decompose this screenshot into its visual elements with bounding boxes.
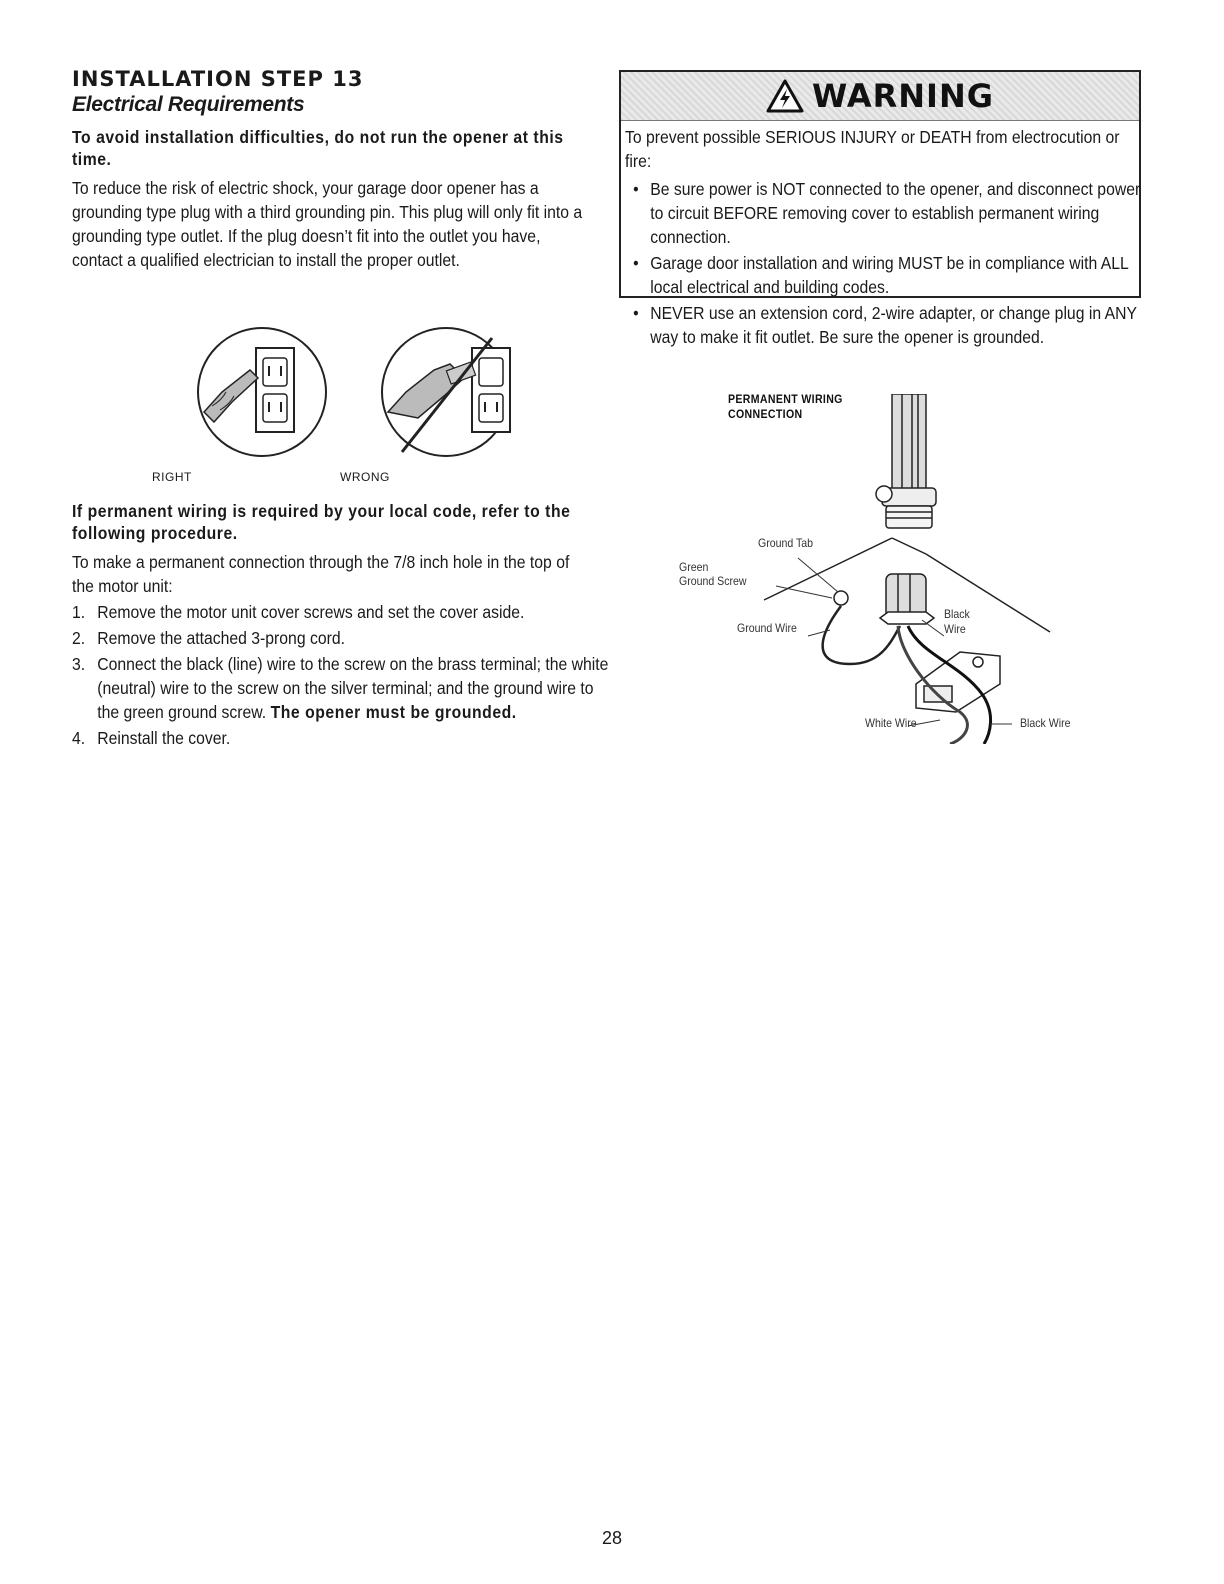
list-item: 1. Remove the motor unit cover screws and set the cover aside. xyxy=(72,602,525,622)
step-title: INSTALLATION STEP 13 xyxy=(72,67,364,91)
warning-body xyxy=(621,121,1139,349)
left-column xyxy=(72,66,609,748)
diagram-title-2: CONNECTION xyxy=(728,407,803,421)
ground-tab-label: Ground Tab xyxy=(758,536,813,550)
list-item: • Garage door installation and wiring MUST be in compliance with ALL local electrical and building codes. xyxy=(625,251,1158,299)
warning-box xyxy=(619,70,1141,347)
electric-hazard-icon xyxy=(766,79,804,113)
wrong-outlet-drawing xyxy=(382,328,510,456)
list-item: 3. Connect the black (line) wire to the screw on the brass terminal; the white (neutral) wire to the screw on the silver terminal; and the ground wire to the green ground screw. The opener must be grounded. xyxy=(72,654,609,722)
wiring-diagram xyxy=(660,394,1090,744)
procedure-steps xyxy=(72,600,609,750)
warning-intro: To prevent possible SERIOUS INJURY or DEATH from electrocution or fire: xyxy=(625,127,1120,171)
outlet-figure xyxy=(72,320,594,490)
right-outlet-drawing xyxy=(198,328,326,456)
ground-wire-label: Ground Wire xyxy=(737,621,797,635)
ground-screw-label: Ground Screw xyxy=(679,574,747,588)
permanent-intro: To make a permanent connection through the 7/8 inch hole in the top of the motor unit: xyxy=(72,552,570,596)
grounding-paragraph: To reduce the risk of electric shock, your garage door opener has a grounding type plug with a third grounding pin. This plug will only fit into a grounding type outlet. If the plug doesn’t fit into the outlet you have, contact a qualified electrician to install the proper outlet. xyxy=(72,178,583,270)
white-wire-label: White Wire xyxy=(865,716,917,730)
wrong-label: WRONG xyxy=(340,470,390,484)
permanent-wiring-section xyxy=(72,500,609,752)
right-label: RIGHT xyxy=(152,470,192,484)
warning-title: WARNING xyxy=(812,77,994,115)
warning-list xyxy=(625,177,1141,349)
list-item: 4. Reinstall the cover. xyxy=(72,728,231,748)
diagram-title-1: PERMANENT WIRING xyxy=(728,392,843,406)
run-notice: To avoid installation difficulties, do not run the opener at this time. xyxy=(72,127,564,169)
permanent-notice: If permanent wiring is required by your local code, refer to the following procedure. xyxy=(72,501,571,543)
warning-header xyxy=(621,72,1139,121)
list-item: 2. Remove the attached 3-prong cord. xyxy=(72,628,345,648)
list-item: • NEVER use an extension cord, 2-wire adapter, or change plug in ANY way to make it fit outlet. Be sure the opener is grounded. xyxy=(625,301,1158,349)
grounded-emphasis: The opener must be grounded. xyxy=(270,702,517,722)
black-wire-label-2: Wire xyxy=(944,622,966,636)
outlet-illustration xyxy=(72,320,594,490)
black-label: Black xyxy=(944,607,970,621)
black-wire-label: Black Wire xyxy=(1020,716,1071,730)
green-label: Green xyxy=(679,560,709,574)
step-subtitle: Electrical Requirements xyxy=(72,93,305,116)
page-number: 28 xyxy=(601,1528,623,1548)
wiring-illustration xyxy=(660,394,1090,744)
list-item: • Be sure power is NOT connected to the opener, and disconnect power to circuit BEFORE removing cover to establish permanent wiring connection. xyxy=(625,177,1158,249)
